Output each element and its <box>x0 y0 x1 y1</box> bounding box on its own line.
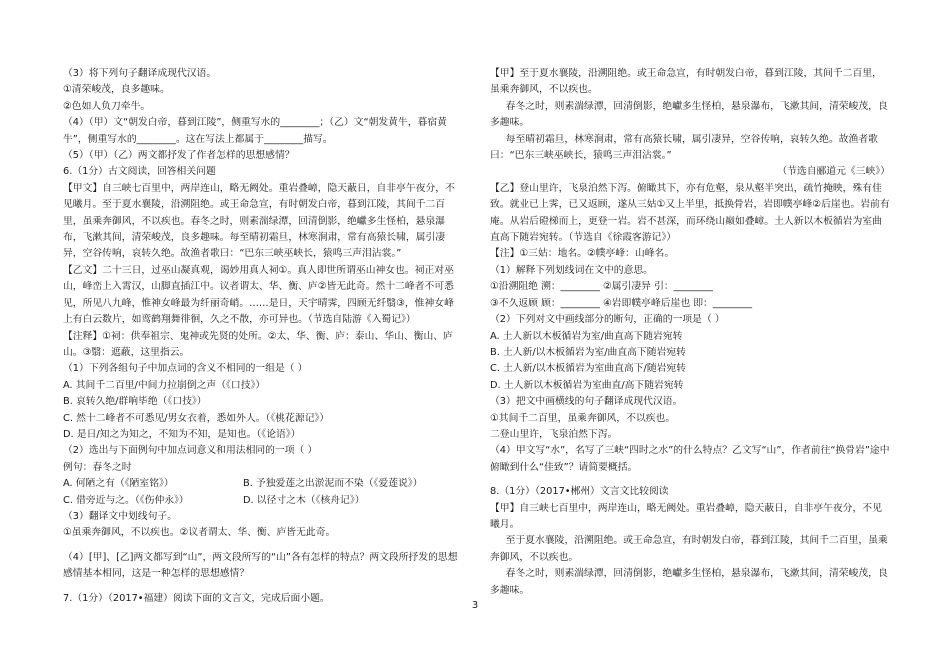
question-7-heading: 7.（1分）（2017•福建）阅读下面的文言文，完成后面小题。 <box>63 592 330 604</box>
q6-1-stem: （1）下列各组句子中加点词的含义不相同的一组是（ ） <box>63 363 308 375</box>
question-3-item-1: ①清荣峻茂，良多趣味。 <box>63 84 170 96</box>
page-number: 3 <box>471 600 479 611</box>
q6-3-sentences: ①虽乘奔御风，不以疾也。②议者谓太、华、衡、庐皆无此奇。 <box>63 527 336 539</box>
question-6-heading: 6.（1分）古文阅读，回答相关问题 <box>63 166 216 178</box>
q7-1-items-1: ①沿溯阻绝 溯：________ ②属引凄异 引：________ <box>490 281 713 293</box>
q6-2-option-b: B. 予独爱莲之出淤泥而不染（《爱莲说》） <box>243 478 423 490</box>
q7-2-option-a: A. 土人新以木板循岩为室/曲直高下随岩宛转 <box>490 330 683 342</box>
q6-2-example: 例句：春冬之时 <box>63 461 132 473</box>
q7-4: （4）甲文写“水”，名写了三峡“四时之水”的什么特点？乙文写“山”，作者前往“换骨岩”途中俯瞰到什么“佳致”？请简要概括。 <box>490 445 890 473</box>
q6-1-option-b: B. 哀转久绝/群响毕绝（《口技》） <box>63 396 207 408</box>
question-8-heading: 8.（1分）（2017•郴州）文言文比较阅读 <box>490 486 669 498</box>
q7-1-stem: （1）解释下列划线词在文中的意思。 <box>490 264 653 276</box>
question-4: （4）（甲）文“朝发白帝，暮到江陵”，侧重写水的________；（乙）文“朝发黄牛，暮宿黄牛”，侧重写水的________。这在写法上都属于________描写。 <box>63 117 447 145</box>
q7-3-stem: （3）把文中画横线的句子翻译成现代汉语。 <box>490 396 683 408</box>
q7-2-option-d: D. 土人新以木板循岩为室曲直/高下随岩宛转 <box>490 379 684 391</box>
passage-yi: 【乙文】二十三日，过巫山凝真观，谒妙用真人祠①。真人即世所谓巫山神女也。祠正对巫山，峰峦上入霄汉，山脚直插江中。议者谓太、华、衡、庐②皆无此奇。然十二峰者不可悉见，所见八九峰，惟神女峰最为纤丽奇峭。……是日，天宇晴霁，四顾无纤翳③，惟神女峰上有白云数片，如鸾鹤翔舞徘徊，久之不散，亦可异也。（节选自陆游《入蜀记》） <box>63 264 454 326</box>
q8-passage-jia-1: 【甲】自三峡七百里中，两岸连山，略无阙处。重岩叠嶂，隐天蔽日，自非亭午夜分，不见曦月。 <box>490 502 882 530</box>
q6-2-option-d: D. 以径寸之木（《核舟记》） <box>243 494 365 506</box>
q6-1-option-c: C. 然十二峰者不可悉见/男女衣着，悉如外人。（《桃花源记》） <box>63 412 330 424</box>
q6-3-stem: （3）翻译文中划线句子。 <box>63 510 177 522</box>
q7-passage-jia-2: 春冬之时，则素湍绿潭，回清倒影，绝巘多生怪柏，悬泉瀑布，飞漱其间，清荣峻茂，良多趣味。 <box>490 100 888 129</box>
question-3-item-2: ②色如人负刀牵牛。 <box>63 100 151 112</box>
annotation: 【注释】①祠：供奉祖宗、鬼神或先贤的处所。②太、华、衡、庐：泰山、华山、衡山、庐山。③翳：遮蔽，这里指云。 <box>63 330 453 358</box>
q6-2-option-a: A. 何陋之有（《陋室铭》） <box>63 478 174 490</box>
q7-notes: 【注】①三姑：地名。②幞亭峰：山峰名。 <box>490 248 675 260</box>
q7-2-stem: （2）下列对文中画线部分的断句，正确的一项是（ ） <box>490 314 725 326</box>
q7-passage-jia-1: 【甲】至于夏水襄陵，沿溯阻绝。或王命急宣，有时朝发白帝，暮到江陵，其间千二百里，虽乘奔御风，不以疾也。 <box>490 68 882 96</box>
q8-passage-jia-3: 春冬之时，则素湍绿潭，回清倒影，绝巘多生怪柏，悬泉瀑布，飞漱其间，清荣峻茂，良多趣味。 <box>490 568 888 596</box>
q8-passage-jia-2: 至于夏水襄陵，沿溯阻绝。或王命急宣，有时朝发白帝，暮到江陵，其间千二百里，虽乘奔御风，不以疾也。 <box>490 535 888 563</box>
q7-3-item-1: ①其间千二百里，虽乘奔御风，不以疾也。 <box>490 412 676 424</box>
right-column <box>490 66 890 599</box>
q6-2-stem: （2）选出与下面例句中加点词意义和用法相同的一项（ ） <box>63 445 318 457</box>
q7-2-option-c: C. 土人新/以木板循岩为室曲直高下/随岩宛转 <box>490 363 687 375</box>
q6-1-option-a: A. 其间千二百里/中间力拉崩倒之声（《口技》） <box>63 379 266 391</box>
q6-1-option-d: D. 是日/知之为知之，不知为不知，是知也。（《论语》） <box>63 428 301 440</box>
q7-source: （节选自郦道元《三峡》） <box>777 166 890 178</box>
question-5: （5）（甲）（乙）两文都抒发了作者怎样的思想感情？ <box>63 150 295 162</box>
question-3-heading: （3）将下列句子翻译成现代汉语。 <box>63 68 217 79</box>
q6-4: （4）[甲]、[乙]两文都写到“山”，两文段所写的“山”各有怎样的特点？两文段所抒发的思想感情基本相同，这是一种怎样的思想感情？ <box>63 551 458 580</box>
left-column <box>63 66 463 607</box>
q7-3-item-2: 二登山里许，飞泉泊然下泻。 <box>490 428 618 440</box>
q7-2-option-b: B. 土人新/以木板循岩为室/曲直高下随岩宛转 <box>490 346 686 358</box>
passage-jia: 【甲文】自三峡七百里中，两岸连山，略无阙处。重岩叠嶂，隐天蔽日，自非亭午夜分，不见曦月。至于夏水襄陵，沿溯阻绝。或王命急宣，有时朝发白帝，暮到江陵，其间千二百里，虽乘奔御风，不以疾也。春冬之时，则素湍绿潭，回清倒影，绝巘多生怪柏，悬泉瀑布，飞漱其间，清荣峻茂，良多趣味。每至晴初霜旦，林寒涧肃，常有高猿长啸，属引凄异，空谷传响，哀转久绝。故渔者歌曰：“巴东三峡巫峡长，猿鸣三声泪沾裳。” <box>63 182 455 260</box>
q6-2-options-row-2 <box>63 493 463 509</box>
q6-2-options-row-1 <box>63 476 463 492</box>
q7-passage-yi: 【乙】登山里许，飞泉泊然下泻。俯瞰其下，亦有危壑，泉从壑半突出，疏竹掩映，殊有佳致。就业已上霁，已又返顾，遂从三姑①又上半里，抵换骨岩，岩即幞亭峰②后崖也。岩前有庵。从岩后磴梯而上，更登一岩。岩不甚深，而环绕山巅如叠嶂。土人新以木板循岩为室曲直高下随岩宛转。（节选自《徐霞客游记》） <box>490 182 890 244</box>
q6-2-option-c: C. 借旁近与之。（《伤仲永》） <box>63 494 189 506</box>
q7-1-items-2: ③不久返顾 顾：________ ④岩即幞亭峰后崖也 即：________ <box>490 297 753 309</box>
q7-passage-jia-3: 每至晴初霜旦，林寒涧肃，常有高猿长啸，属引凄异，空谷传响，哀转久绝。故渔者歌曰：“巴东三峡巫峡长，猿鸣三声泪沾裳。” <box>490 133 878 162</box>
